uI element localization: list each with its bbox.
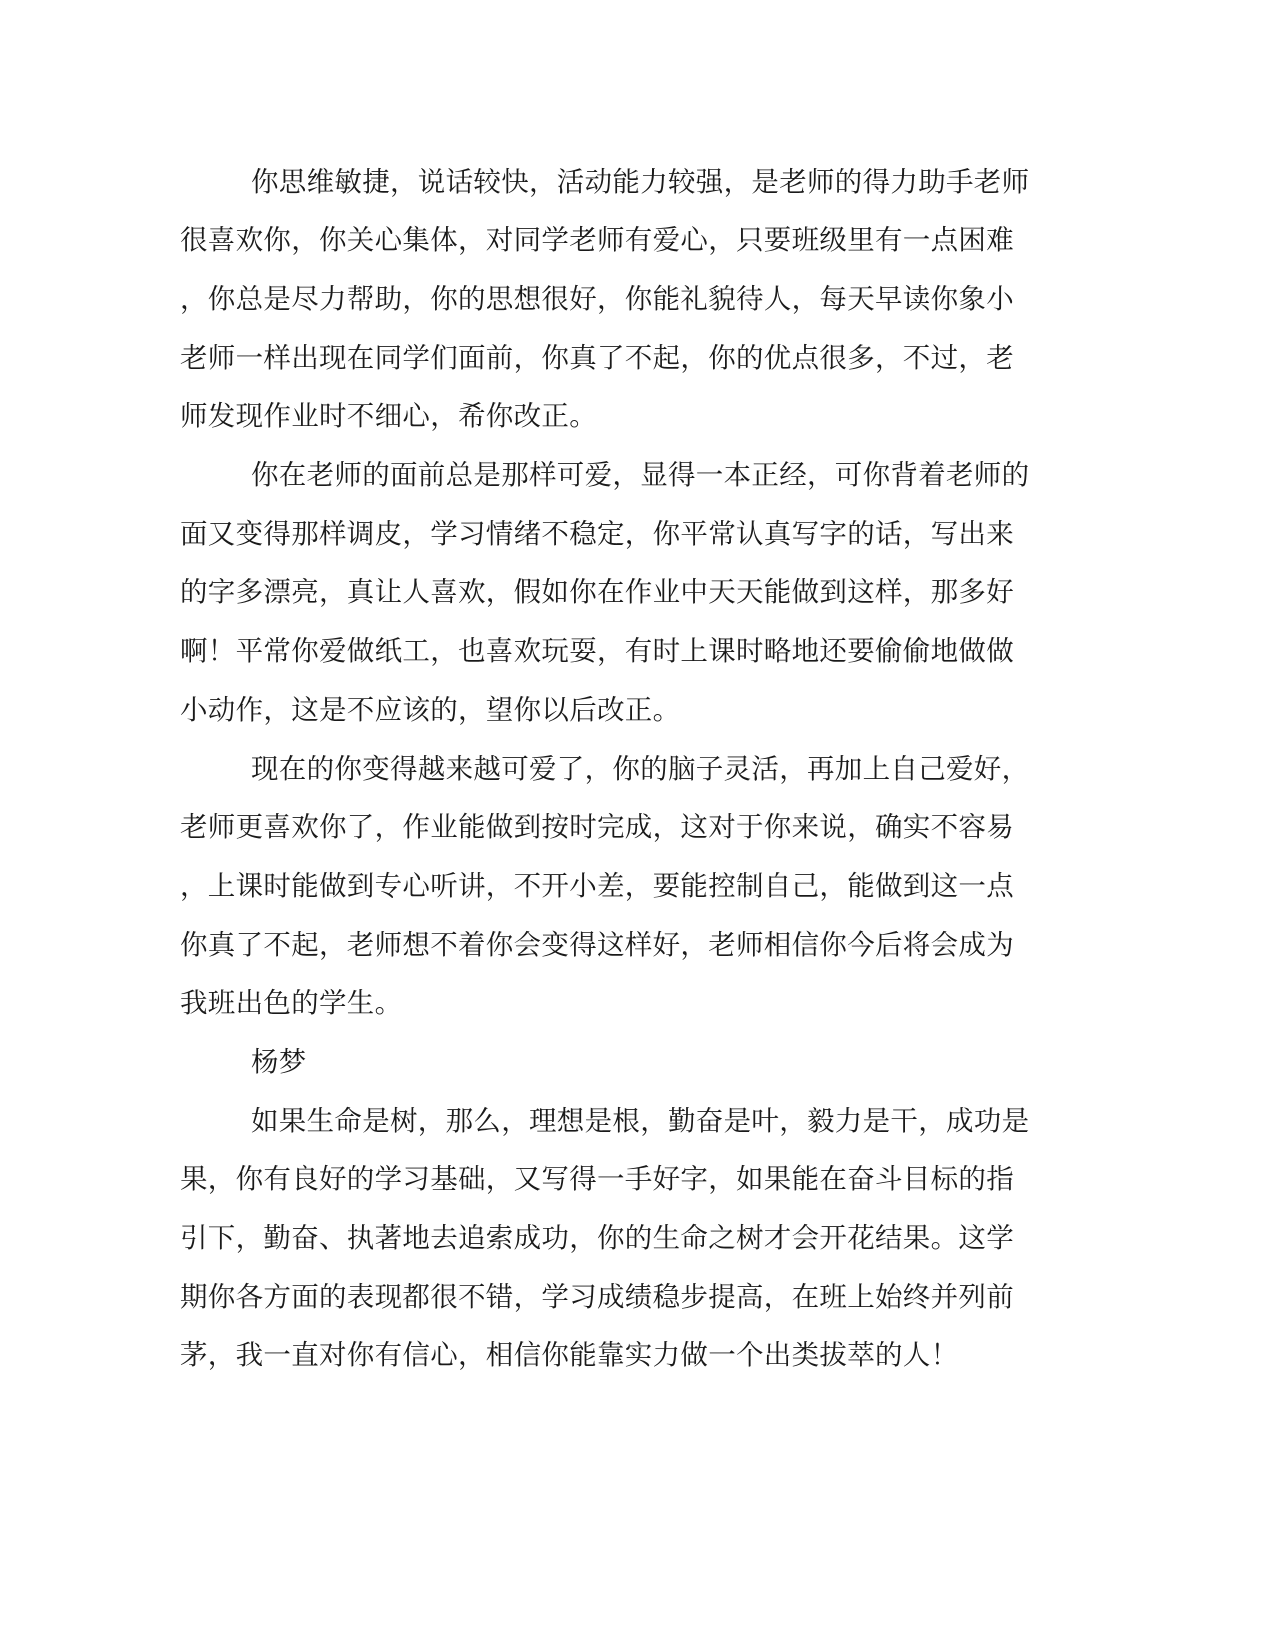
paragraph-1-line-1: 你思维敏捷，说话较快，活动能力较强，是老师的得力助手老师 xyxy=(251,166,1030,198)
paragraph-1-line-4: 老师一样出现在同学们面前，你真了不起，你的优点很多，不过，老 xyxy=(180,342,1014,374)
paragraph-4-line-1: 如果生命是树，那么，理想是根，勤奋是叶，毅力是干，成功是 xyxy=(251,1105,1030,1137)
paragraph-2-line-5: 小动作，这是不应该的，望你以后改正。 xyxy=(180,694,681,726)
paragraph-4-line-4: 期你各方面的表现都很不错，学习成绩稳步提高，在班上始终并列前 xyxy=(180,1281,1014,1313)
paragraph-2-line-3: 的字多漂亮，真让人喜欢，假如你在作业中天天能做到这样，那多好 xyxy=(180,576,1014,608)
paragraph-4-line-3: 引下，勤奋、执著地去追索成功，你的生命之树才会开花结果。这学 xyxy=(180,1222,1014,1254)
paragraph-2-line-2: 面又变得那样调皮，学习情绪不稳定，你平常认真写字的话，写出来 xyxy=(180,518,1014,550)
paragraph-3-line-1: 现在的你变得越来越可爱了，你的脑子灵活，再加上自己爱好， xyxy=(251,753,1030,785)
paragraph-2-line-1: 你在老师的面前总是那样可爱，显得一本正经，可你背着老师的 xyxy=(251,459,1030,491)
paragraph-2-line-4: 啊！平常你爱做纸工，也喜欢玩耍，有时上课时略地还要偷偷地做做 xyxy=(180,635,1014,667)
paragraph-1-line-3: ，你总是尽力帮助，你的思想很好，你能礼貌待人，每天早读你象小 xyxy=(180,283,1014,315)
paragraph-1-line-5: 师发现作业时不细心，希你改正。 xyxy=(180,400,597,432)
paragraph-4-line-5: 茅，我一直对你有信心，相信你能靠实力做一个出类拔萃的人！ xyxy=(180,1339,959,1371)
student-name: 杨梦 xyxy=(251,1046,307,1078)
paragraph-3-line-3: ，上课时能做到专心听讲，不开小差，要能控制自己，能做到这一点 xyxy=(180,870,1014,902)
paragraph-3-line-2: 老师更喜欢你了，作业能做到按时完成，这对于你来说，确实不容易 xyxy=(180,811,1014,843)
paragraph-4-line-2: 果，你有良好的学习基础，又写得一手好字，如果能在奋斗目标的指 xyxy=(180,1163,1014,1195)
paragraph-3-line-5: 我班出色的学生。 xyxy=(180,987,403,1019)
paragraph-3-line-4: 你真了不起，老师想不着你会变得这样好，老师相信你今后将会成为 xyxy=(180,929,1014,961)
paragraph-1-line-2: 很喜欢你，你关心集体，对同学老师有爱心，只要班级里有一点困难 xyxy=(180,224,1014,256)
